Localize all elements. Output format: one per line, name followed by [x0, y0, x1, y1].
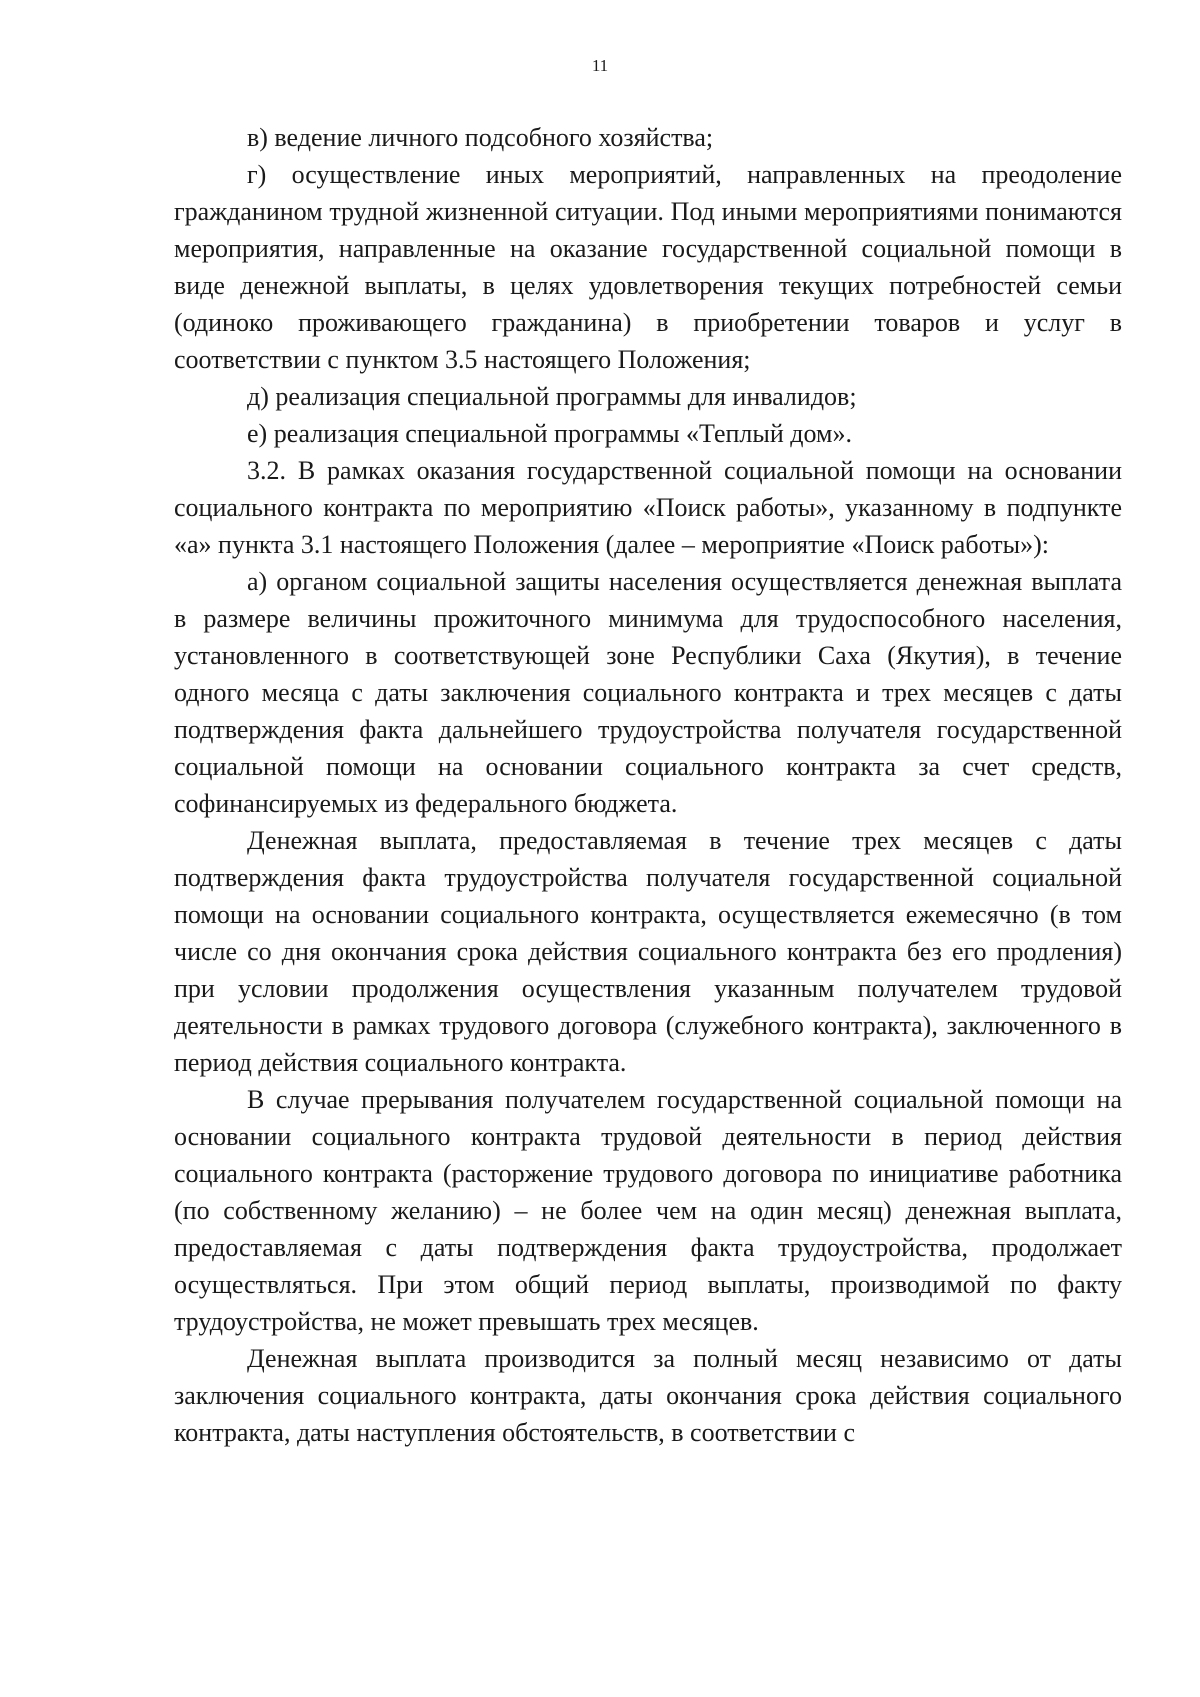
paragraph-section-3-2: 3.2. В рамках оказания государственной социальной помощи на основании социального контракта по мероприятию «Поиск работы», указанному в подпункте «а» пункта 3.1 настоящего Положения (далее – мероприятие «Поиск работы»): — [174, 456, 1122, 559]
paragraph-full-month: Денежная выплата производится за полный месяц независимо от даты заключения социального контракта, даты окончания срока действия социального контракта, даты наступления обстоятельств, в соответствии с — [174, 1344, 1122, 1447]
paragraph-item-v: в) ведение личного подсобного хозяйства; — [247, 123, 714, 152]
document-body — [174, 119, 1122, 1451]
paragraph-monthly-payment: Денежная выплата, предоставляемая в течение трех месяцев с даты подтверждения факта трудоустройства получателя государственной социальной помощи на основании социального контракта, осуществляется ежемесячно (в том числе со дня окончания срока действия социального контракта без его продления) при условии продолжения осуществления указанным получателем трудовой деятельности в рамках трудового договора (служебного контракта), заключенного в период действия социального контракта. — [174, 826, 1122, 1077]
paragraph-item-g: г) осуществление иных мероприятий, направленных на преодоление гражданином трудной жизненной ситуации. Под иными мероприятиями понимаются мероприятия, направленные на оказание государственной социальной помощи в виде денежной выплаты, в целях удовлетворения текущих потребностей семьи (одиноко проживающего гражданина) в приобретении товаров и услуг в соответствии с пунктом 3.5 настоящего Положения; — [174, 160, 1122, 374]
paragraph-interruption: В случае прерывания получателем государственной социальной помощи на основании социального контракта трудовой деятельности в период действия социального контракта (расторжение трудового договора по инициативе работника (по собственному желанию) – не более чем на один месяц) денежная выплата, предоставляемая с даты подтверждения факта трудоустройства, продолжает осуществляться. При этом общий период выплаты, производимой по факту трудоустройства, не может превышать трех месяцев. — [174, 1085, 1122, 1336]
page-number: 11 — [591, 56, 609, 75]
paragraph-item-d: д) реализация специальной программы для инвалидов; — [247, 382, 857, 411]
paragraph-item-a: а) органом социальной защиты населения осуществляется денежная выплата в размере величины прожиточного минимума для трудоспособного населения, установленного в соответствующей зоне Республики Саха (Якутия), в течение одного месяца с даты заключения социального контракта и трех месяцев с даты подтверждения факта дальнейшего трудоустройства получателя государственной социальной помощи на основании социального контракта за счет средств, софинансируемых из федерального бюджета. — [174, 567, 1122, 818]
paragraph-item-e: е) реализация специальной программы «Теплый дом». — [247, 419, 852, 448]
